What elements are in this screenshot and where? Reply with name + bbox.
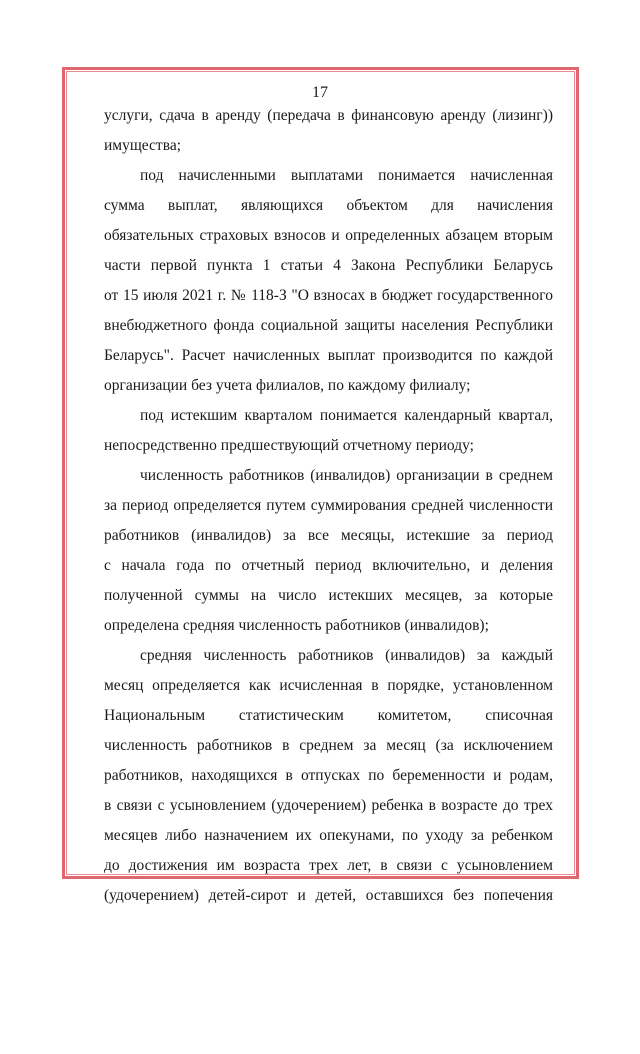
text-line: под истекшим кварталом понимается календарный квартал, [140,407,553,424]
page-number: 17 [312,84,328,101]
text-line: под начисленными выплатами понимается начисленная [140,167,553,184]
text-line: полученной суммы на число истекших месяцев, за которые [104,587,553,604]
text-line: Национальным статистическим комитетом, списочная [104,707,553,724]
text-line: за период определяется путем суммирования средней численности [104,497,553,514]
text-line: от 15 июля 2021 г. № 118-З "О взносах в бюджет государственного [104,287,553,304]
text-line: численность работников в среднем за месяц (за исключением [104,737,553,754]
text-line: части первой пункта 1 статьи 4 Закона Республики Беларусь [104,257,553,274]
text-line: работников, находящихся в отпусках по беременности и родам, [104,767,553,784]
document-body [104,101,553,911]
text-line: имущества; [104,137,182,154]
text-line: в связи с усыновлением (удочерением) ребенка в возрасте до трех [104,797,553,814]
text-line: средняя численность работников (инвалидов) за каждый [140,647,553,664]
text-line: работников (инвалидов) за все месяцы, истекшие за период [104,527,553,544]
text-line: с начала года по отчетный период включительно, и деления [104,557,553,574]
text-line: Беларусь". Расчет начисленных выплат производится по каждой [104,347,553,364]
text-line: непосредственно предшествующий отчетному периоду; [104,437,474,454]
text-line: месяцев либо назначением их опекунами, по уходу за ребенком [104,827,553,844]
text-line: (удочерением) детей-сирот и детей, оставшихся без попечения [104,887,553,904]
text-line: определена средняя численность работников (инвалидов); [104,617,489,634]
text-line: услуги, сдача в аренду (передача в финансовую аренду (лизинг)) [104,107,553,124]
text-line: внебюджетного фонда социальной защиты населения Республики [104,317,553,334]
text-line: обязательных страховых взносов и определенных абзацем вторым [104,227,553,244]
text-line: месяц определяется как исчисленная в порядке, установленном [104,677,553,694]
text-line: организации без учета филиалов, по каждому филиалу; [104,377,471,394]
text-line: сумма выплат, являющихся объектом для начисления [104,197,553,214]
text-line: до достижения им возраста трех лет, в связи с усыновлением [104,857,553,874]
text-line: численность работников (инвалидов) организации в среднем [140,467,553,484]
